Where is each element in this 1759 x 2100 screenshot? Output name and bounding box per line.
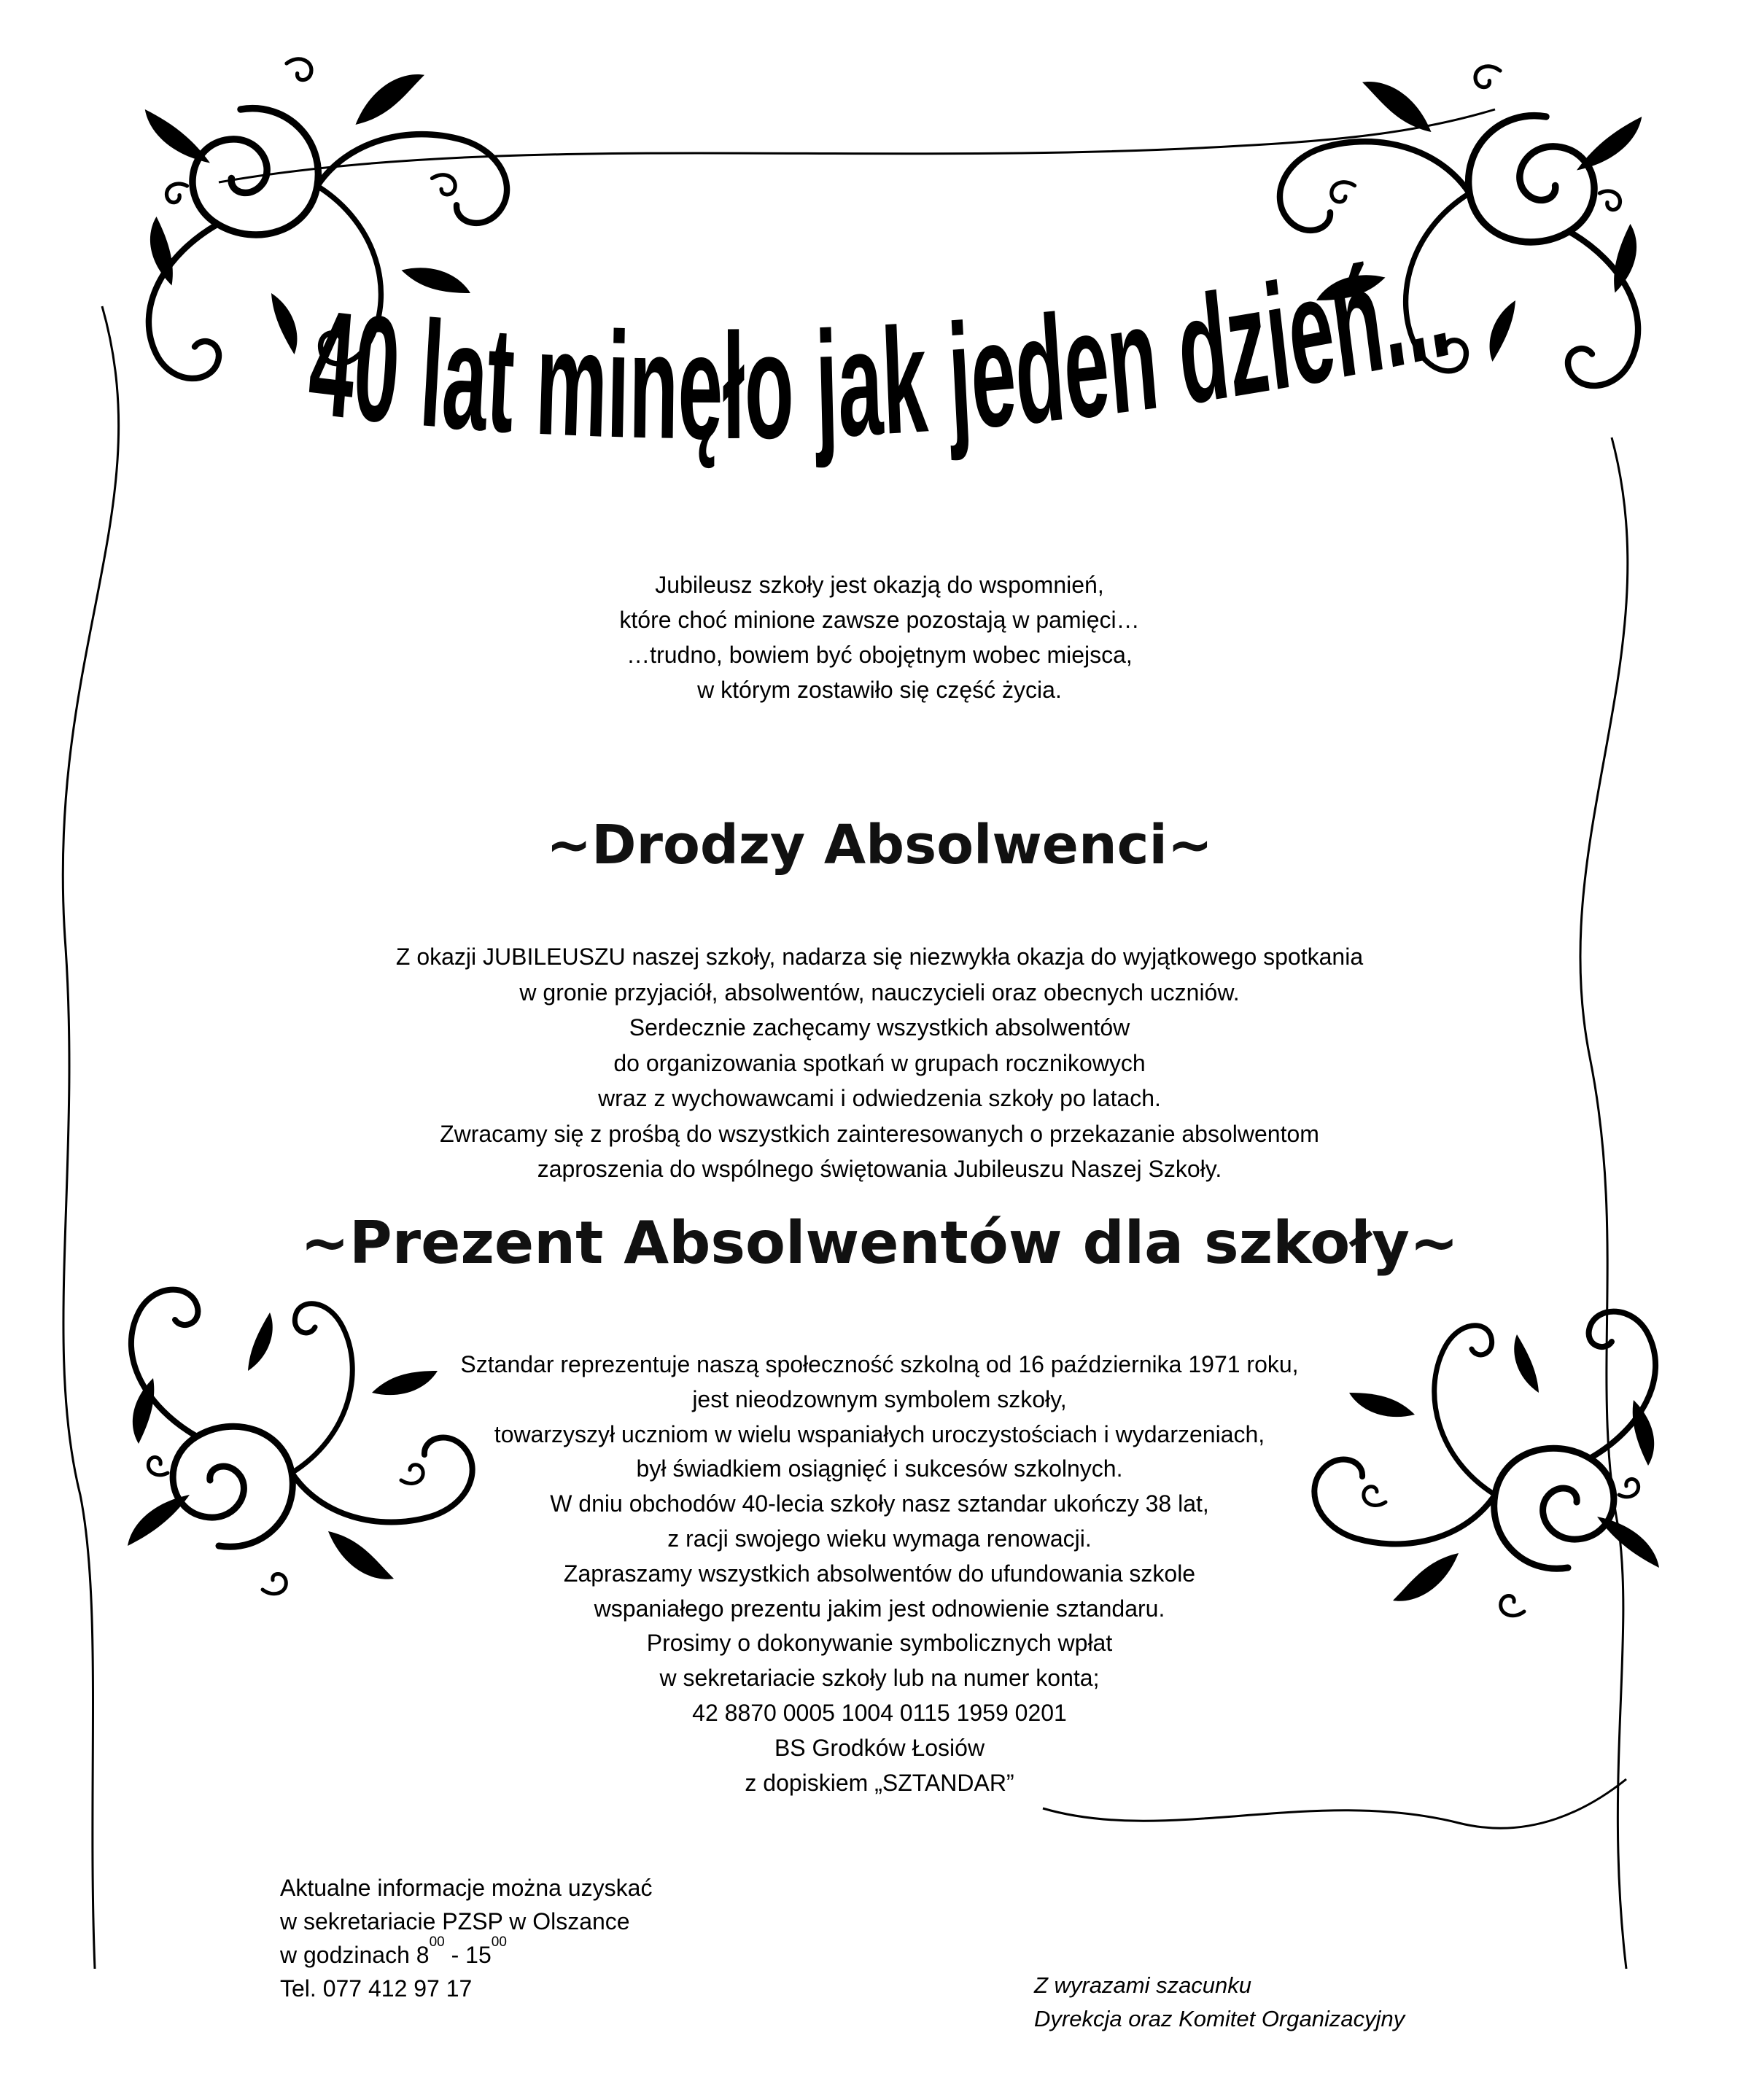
- closing-line: Z wyrazami szacunku: [1034, 1972, 1252, 1998]
- info-line: Aktualne informacje można uzyskać: [280, 1875, 653, 1901]
- intro-line: które choć minione zawsze pozostają w pamięci…: [619, 607, 1140, 633]
- paragraph-line: w sekretariacie szkoły lub na numer konta;: [659, 1665, 1100, 1692]
- invitation-paragraph: [0, 939, 1759, 1187]
- paragraph-line: do organizowania spotkań w grupach rocznikowych: [613, 1049, 1146, 1076]
- paragraph-line: Z okazji JUBILEUSZU naszej szkoły, nadarza się niezwykła okazja do wyjątkowego spotkania: [395, 944, 1364, 970]
- closing-line: Dyrekcja oraz Komitet Organizacyjny: [1034, 2006, 1405, 2031]
- closing-signature: [1034, 1969, 1405, 2036]
- payment-note: z dopiskiem „SZTANDAR”: [745, 1769, 1014, 1796]
- banner-gift-paragraph: [0, 1348, 1759, 1800]
- paragraph-line: z racji swojego wieku wymaga renowacji.: [667, 1525, 1092, 1552]
- paragraph-line: towarzyszył uczniom w wielu wspaniałych uroczystościach i wydarzeniach,: [494, 1420, 1265, 1447]
- paragraph-line: Zapraszamy wszystkich absolwentów do ufundowania szkole: [563, 1560, 1196, 1587]
- heading-drodzy-absolwenci: ~Drodzy Absolwenci~: [546, 814, 1213, 876]
- bank-account-number: 42 8870 0005 1004 0115 1959 0201: [692, 1699, 1067, 1726]
- intro-line: w którym zostawiło się część życia.: [697, 677, 1062, 703]
- contact-info: [280, 1871, 652, 2005]
- hours-end-minutes: 00: [491, 1934, 507, 1950]
- headline-text: 40 lat minęło jak jeden dzień...: [303, 217, 1469, 471]
- paragraph-line: wraz z wychowawcami i odwiedzenia szkoły po latach.: [598, 1085, 1161, 1111]
- info-line: w sekretariacie PZSP w Olszance: [280, 1908, 630, 1934]
- paragraph-line: w gronie przyjaciół, absolwentów, nauczycieli oraz obecnych uczniów.: [519, 979, 1240, 1006]
- paragraph-line: Prosimy o dokonywanie symbolicznych wpłat: [646, 1630, 1113, 1657]
- paragraph-line: W dniu obchodów 40-lecia szkoły nasz sztandar ukończy 38 lat,: [550, 1490, 1209, 1517]
- intro-text: [0, 567, 1759, 707]
- paragraph-line: był świadkiem osiągnięć i sukcesów szkolnych.: [636, 1455, 1123, 1482]
- phone-number: Tel. 077 412 97 17: [280, 1975, 473, 2002]
- heading-prezent-absolwentow: ~Prezent Absolwentów dla szkoły~: [300, 1209, 1459, 1277]
- bank-name: BS Grodków Łosiów: [774, 1734, 985, 1761]
- headline: [277, 217, 1502, 481]
- paragraph-line: zaproszenia do wspólnego świętowania Jubileuszu Naszej Szkoły.: [537, 1156, 1222, 1182]
- office-hours: [280, 1934, 652, 1972]
- paragraph-line: Zwracamy się z prośbą do wszystkich zainteresowanych o przekazanie absolwentom: [440, 1120, 1319, 1147]
- intro-line: …trudno, bowiem być obojętnym wobec miejsca,: [626, 642, 1133, 668]
- paragraph-line: wspaniałego prezentu jakim jest odnowienie sztandaru.: [594, 1595, 1165, 1622]
- paragraph-line: Serdecznie zachęcamy wszystkich absolwentów: [629, 1014, 1130, 1041]
- intro-line: Jubileusz szkoły jest okazją do wspomnień,: [655, 572, 1104, 598]
- paragraph-line: jest nieodzownym symbolem szkoły,: [692, 1385, 1067, 1412]
- paragraph-line: Sztandar reprezentuje naszą społeczność szkolną od 16 października 1971 roku,: [460, 1351, 1299, 1377]
- hours-prefix: w godzinach 8: [280, 1942, 430, 1968]
- hours-separator: - 15: [444, 1942, 492, 1968]
- hours-start-minutes: 00: [429, 1934, 445, 1950]
